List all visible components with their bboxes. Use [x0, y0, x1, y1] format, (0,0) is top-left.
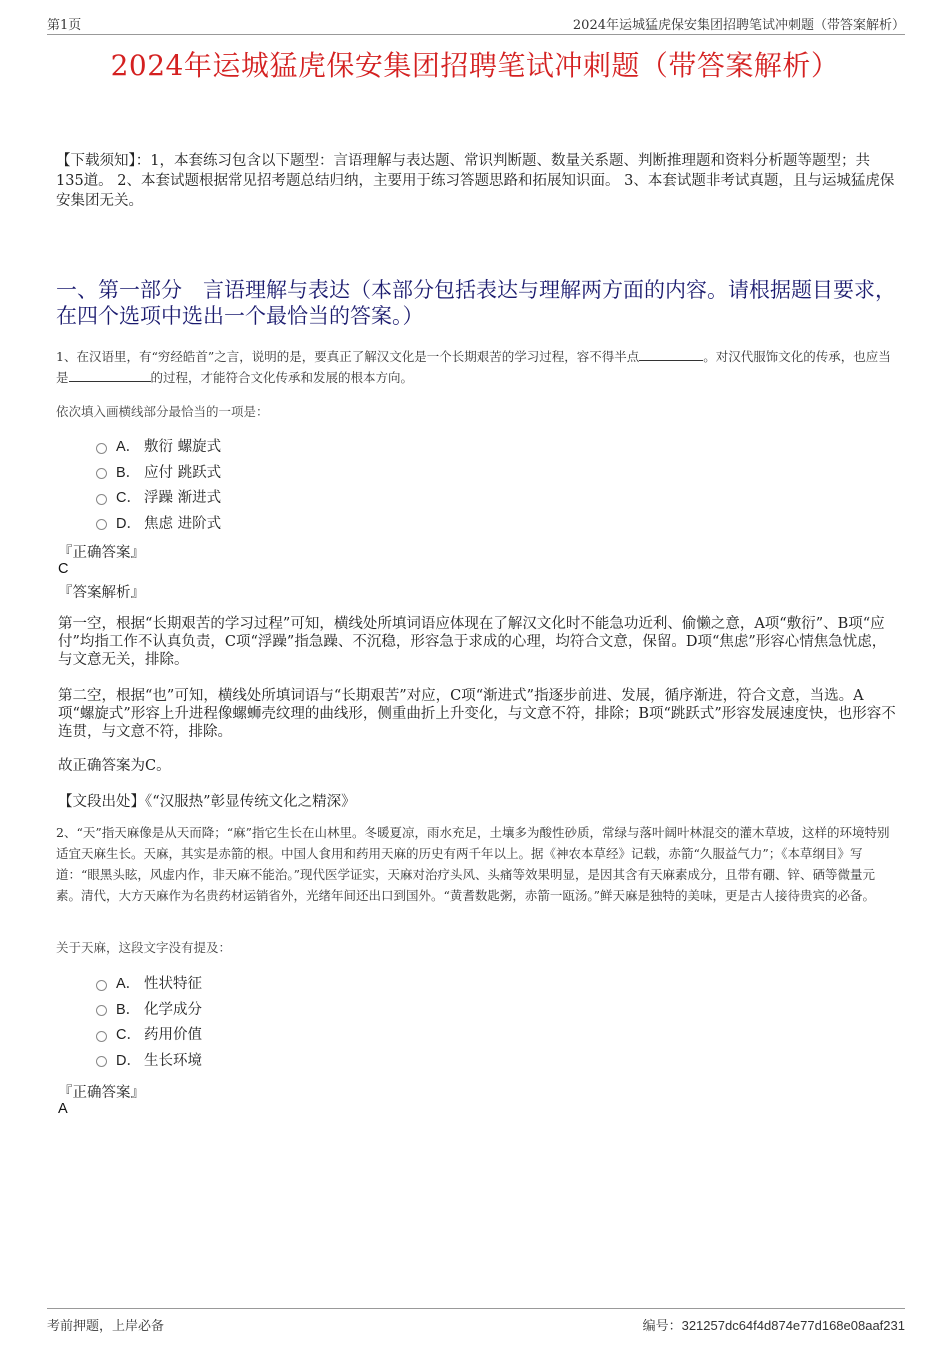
page-header: [47, 12, 905, 35]
header-doc-title: 2024年运城猛虎保安集团招聘笔试冲刺题（带答案解析）: [572, 18, 905, 33]
section-heading: 一、第一部分 言语理解与表达（本部分包括表达与理解两方面的内容。请根据题目要求，在四个选项中选出一个最恰当的答案。）: [56, 278, 896, 328]
option-d[interactable]: D． 生长环境: [96, 1047, 202, 1073]
question-1-prompt: 依次填入画横线部分最恰当的一项是：: [56, 404, 269, 419]
download-notice: 【下载须知】：1，本套练习包含以下题型：言语理解与表达题、常识判断题、数量关系题、判断推理题和资料分析题等题型；共135道。 2、本套试题根据常见招考题总结归纳，主要用于练习答题思路和拓展知识面。 3、本套试题非考试真题，且与运城猛虎保安集团无关。: [56, 153, 895, 209]
radio-icon[interactable]: [96, 519, 107, 530]
question-2-options: [96, 970, 202, 1072]
analysis-conclusion: 故正确答案为C。: [58, 758, 171, 774]
footer-code: 编号：321257dc64f4d874e77d168e08aaf231: [642, 1318, 905, 1334]
option-b[interactable]: B． 化学成分: [96, 996, 202, 1022]
option-a[interactable]: A． 敷衍 螺旋式: [96, 433, 221, 459]
blank-1: [639, 346, 703, 361]
analysis-paragraph-1: 第一空，根据“长期艰苦的学习过程”可知，横线处所填词语应体现在了解汉文化时不能急功近利、偷懒之意，A项“敷衍”、B项“应付”均指工作不认真负责，C项“浮躁”指急躁、不沉稳，形容急于求成的心理，均符合文意，保留。D项“焦虑”形容心情焦急忧虑，与文意无关，排除。: [58, 616, 887, 668]
question-1-text: 1、在汉语里，有“穷经皓首”之言，说明的是，要真正了解汉文化是一个长期艰苦的学习过程，容不得半点 。对汉代服饰文化的传承，也应当是 的过程，才能符合文化传承和发展的根本方向。: [56, 346, 896, 388]
analysis-paragraph-2: 第二空，根据“也”可知，横线处所填词语与“长期艰苦”对应，C项“渐进式”指逐步前进、发展，循序渐进，符合文意，当选。A项“螺旋式”形容上升进程像螺蛳壳纹理的曲线形，侧重曲折上升变化，与文意不符，排除；B项“跳跃式”形容发展速度快，也形容不连贯，与文意不符，排除。: [58, 688, 896, 740]
option-d[interactable]: D． 焦虑 进阶式: [96, 510, 221, 536]
radio-icon[interactable]: [96, 494, 107, 505]
answer-label: 『正确答案』: [58, 545, 145, 561]
footer-slogan: 考前押题，上岸必备: [47, 1319, 165, 1334]
radio-icon[interactable]: [96, 980, 107, 991]
analysis-label: 『答案解析』: [58, 585, 145, 601]
option-b[interactable]: B． 应付 跳跃式: [96, 459, 221, 485]
question-1-options: [96, 433, 221, 535]
answer-value: C: [58, 561, 69, 577]
page-number: 第1页: [47, 18, 82, 33]
option-c[interactable]: C． 药用价值: [96, 1021, 202, 1047]
answer-value: A: [58, 1101, 68, 1117]
page-footer: [47, 1308, 905, 1339]
option-a[interactable]: A． 性状特征: [96, 970, 202, 996]
question-2-text: 2、“天”指天麻像是从天而降；“麻”指它生长在山林里。冬暖夏凉，雨水充足，土壤多为酸性砂质，常绿与落叶阔叶林混交的灌木草坡，这样的环境特别适宜天麻生长。天麻，其实是赤箭的根。中国人食用和药用天麻的历史有两千年以上。据《神农本草经》记载，赤箭“久服益气力”；《本草纲目》写道：“眼黑头眩，风虚内作，非天麻不能治。”现代医学证实，天麻对治疗头风、头痛等效果明显，是因其含有天麻素成分，且带有硼、锌、硒等微量元素。清代，大方天麻作为名贵药材运销省外，光绪年间还出口到国外。“黄耆数匙粥，赤箭一瓯汤。”鲜天麻是独特的美味，更是古人接待贵宾的必备。: [56, 825, 890, 903]
radio-icon[interactable]: [96, 443, 107, 454]
answer-label: 『正确答案』: [58, 1085, 145, 1101]
blank-2: [69, 367, 151, 382]
document-title: 2024年运城猛虎保安集团招聘笔试冲刺题（带答案解析）: [110, 49, 840, 82]
question-2-prompt: 关于天麻，这段文字没有提及：: [56, 940, 232, 955]
radio-icon[interactable]: [96, 1005, 107, 1016]
radio-icon[interactable]: [96, 468, 107, 479]
radio-icon[interactable]: [96, 1056, 107, 1067]
option-c[interactable]: C． 浮躁 渐进式: [96, 484, 221, 510]
passage-source: 【文段出处】《“汉服热”彰显传统文化之精深》: [58, 794, 356, 810]
radio-icon[interactable]: [96, 1031, 107, 1042]
